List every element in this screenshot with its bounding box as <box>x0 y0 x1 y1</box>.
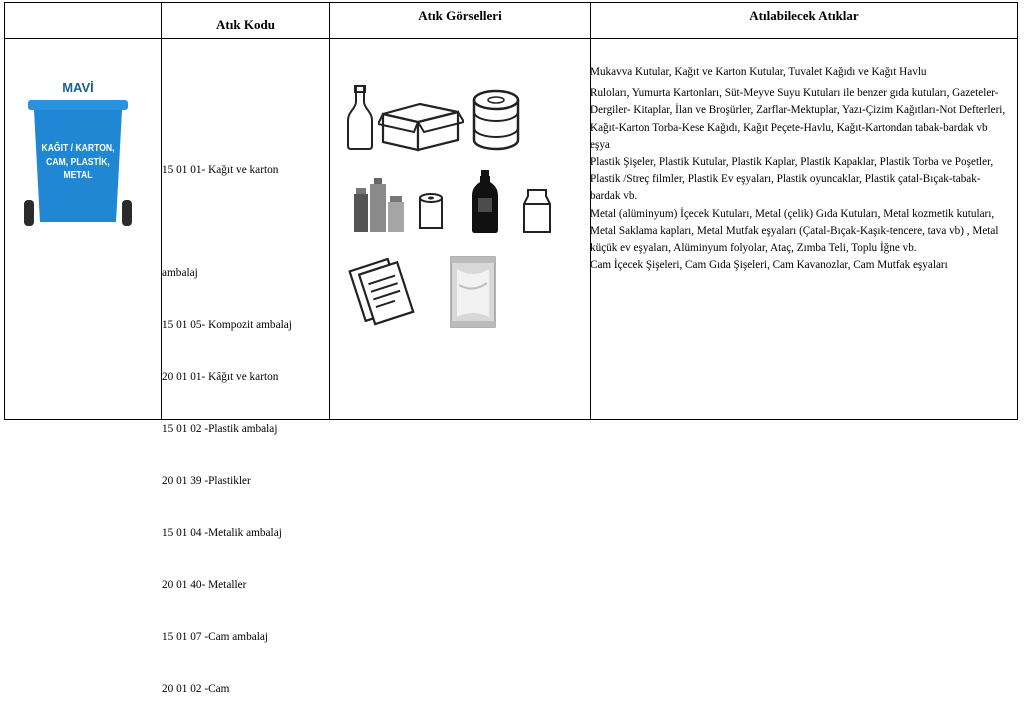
milk-carton-icon <box>522 188 552 234</box>
blue-recycling-bin <box>22 72 134 232</box>
waste-code: 15 01 02 -Plastik ambalaj <box>162 423 278 436</box>
glass-waste-text: Cam İçecek Şişeleri, Cam Gıda Şişeleri, Cam Kavanozlar, Cam Mutfak eşyaları <box>590 259 948 272</box>
glass-bottle-icon <box>345 84 375 150</box>
metal-waste-text: Metal (alüminyum) İçecek Kutuları, Metal (çelik) Gıda Kutuları, Metal kozmetik kutuları, Metal Saklama kapları, Metal Mutfak eşyaları (Çatal-Bıçak-Kaşık-tencere, tava vb) , Metal küçük ev eşyaları, Alüminyum folyolar, Ataç, Zımba Teli, Toplu İğne vb. <box>590 207 999 255</box>
waste-code: 15 01 04 -Metalik ambalaj <box>162 526 282 539</box>
waste-code-list <box>162 127 292 715</box>
header-disposable-waste: Atılabilecek Atıklar <box>749 8 859 23</box>
paper-documents-icon <box>345 252 421 328</box>
tin-can-icon <box>470 88 522 152</box>
toilet-paper-roll-icon <box>416 192 446 232</box>
paper-waste-text: Ruloları, Yumurta Kartonları, Süt-Meyve Suyu Kutuları ile benzer gıda kutuları, Gazeteler-Dergiler- Kitaplar, İlan ve Broşürler, Zarflar-Mektuplar, Yazı-Çizim Kağıtları-Not Defterleri, Kağıt-Karton Torba-Kese Kağıdı, Kağıt Peçete-Havlu, Kağıt-Kartondan tabak-bardak vb eşya <box>590 87 1006 151</box>
bin-color-label: MAVİ <box>62 80 94 95</box>
waste-code: 20 01 01- Kâğıt ve karton <box>162 371 279 384</box>
paper-intro-text: Mukavva Kutular, Kağıt ve Karton Kutular, Tuvalet Kağıdı ve Kağıt Havlu <box>590 66 927 78</box>
plastic-waste-text: Plastik Şişeler, Plastik Kutular, Plastik Kaplar, Plastik Kapaklar, Plastik Torba ve Poşetler, Plastik /Streç filmler, Plastik Ev eşyaları, Plastik oyuncaklar, Plastik çatal-Bıçak-tabak-bardak vb. <box>590 156 994 203</box>
waste-code: 15 01 05- Kompozit ambalaj <box>162 319 292 332</box>
foil-bag-icon <box>447 255 499 329</box>
waste-code: 15 01 07 -Cam ambalaj <box>162 630 269 643</box>
waste-code: ambalaj <box>162 267 198 280</box>
waste-code: 15 01 01- Kağıt ve karton <box>162 163 279 176</box>
waste-code: 20 01 02 -Cam <box>162 682 230 695</box>
disposable-waste-descriptions <box>590 64 1008 274</box>
bin-category-text: KAĞIT / KARTON, CAM, PLASTİK, METAL <box>41 142 115 181</box>
plastic-containers-icon <box>352 178 408 234</box>
waste-code: 20 01 39 -Plastikler <box>162 474 251 487</box>
waste-code <box>162 213 292 230</box>
header-waste-code: Atık Kodu <box>216 17 275 32</box>
header-waste-images: Atık Görselleri <box>418 8 502 23</box>
waste-code: 20 01 40- Metaller <box>162 578 247 591</box>
header-divider <box>5 38 1017 39</box>
plastic-bottle-icon <box>470 170 500 234</box>
cardboard-box-icon <box>378 100 464 152</box>
column-divider <box>329 3 330 419</box>
